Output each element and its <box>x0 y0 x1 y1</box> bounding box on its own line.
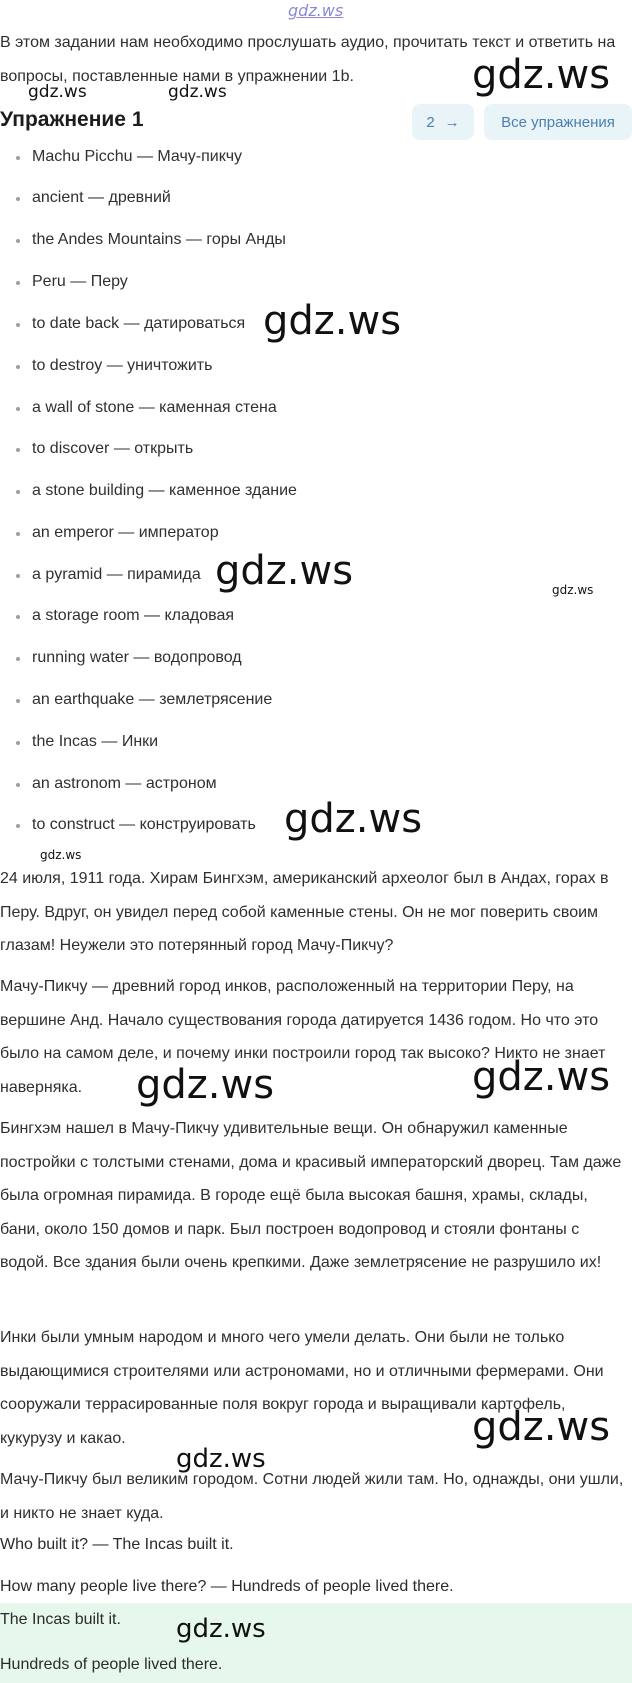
bullet-icon <box>16 532 20 536</box>
bullet-icon <box>16 699 20 703</box>
top-watermark-link[interactable]: gdz.ws <box>288 1 344 20</box>
watermark-text: gdz.ws <box>28 82 87 102</box>
bullet-icon <box>16 490 20 494</box>
watermark-text: gdz.ws <box>168 82 227 102</box>
bullet-icon <box>16 824 20 828</box>
watermark-logo: gdz.ws <box>472 1054 611 1100</box>
bullet-icon <box>16 407 20 411</box>
arrow-right-icon: → <box>444 113 460 131</box>
story-paragraph-3: Бингхэм нашел в Мачу-Пикчу удивительные вещи. Он обнаружил каменные постройки с толстыми стенами, дома и красивый императорский дворец. Там даже была огромная пирамида. В городе ещё была высокая башня, храмы, склады, бани, около 150 домов и парк. Был построен водопровод и стояли фонтаны с водой. Все здания были очень крепкими. Даже землетрясение не разрушило их! <box>0 1120 622 1271</box>
watermark-logo: gdz.ws <box>472 52 611 98</box>
bullet-icon <box>16 615 20 619</box>
bullet-icon <box>16 448 20 452</box>
qa-line-1: Who built it? — The Incas built it. <box>0 1536 234 1553</box>
bullet-icon <box>16 281 20 285</box>
next-exercise-button[interactable] <box>412 104 474 140</box>
qa-line-2: How many people live there? — Hundreds of people lived there. <box>0 1578 454 1595</box>
watermark-logo: gdz.ws <box>263 298 402 344</box>
watermark-text: gdz.ws <box>552 583 594 597</box>
bullet-icon <box>16 365 20 369</box>
watermark-logo: gdz.ws <box>284 796 423 842</box>
all-exercises-button[interactable]: Все упражнения <box>484 104 632 140</box>
bullet-icon <box>16 783 20 787</box>
watermark-text: gdz.ws <box>176 1614 266 1644</box>
bullet-icon <box>16 574 20 578</box>
story-paragraph-4: Инки были умным народом и много чего умели делать. Они были не только выдающимися строителями или астрономами, но и отличными фермерами. Они сооружали террасированные поля вокруг города и выращивали картофель, кукурузу и какао. <box>0 1329 604 1447</box>
exercise-title: Упражнение 1 <box>0 108 144 131</box>
story-paragraph-2: Мачу-Пикчу — древний город инков, расположенный на территории Перу, на вершине Анд. Начало существования города датируется 1436 годом. Но что это было на самом деле, и почему инки построили город так высоко? Никто не знает наверняка. <box>0 978 606 1096</box>
story-paragraph-5: Мачу-Пикчу был великим городом. Сотни людей жили там. Но, однажды, они ушли, и никто не знает куда. <box>0 1471 624 1522</box>
story-paragraph-1: 24 июля, 1911 года. Хирам Бингхэм, американский археолог был в Андах, горах в Перу. Вдруг, он увидел перед собой каменные стены. Он не мог поверить своим глазам! Неужели это потерянный город Мачу-Пикчу? <box>0 870 609 954</box>
bullet-icon <box>16 657 20 661</box>
next-exercise-label: 2 <box>426 113 435 131</box>
bullet-icon <box>16 197 20 201</box>
bullet-icon <box>16 741 20 745</box>
bullet-icon <box>16 323 20 327</box>
watermark-logo: gdz.ws <box>136 1062 275 1108</box>
watermark-text: gdz.ws <box>40 848 82 862</box>
bullet-icon <box>16 239 20 243</box>
watermark-logo: gdz.ws <box>472 1404 611 1450</box>
answer-line-2: Hundreds of people lived there. <box>0 1656 223 1673</box>
answer-line-1: The Incas built it. <box>0 1611 121 1628</box>
watermark-text: gdz.ws <box>176 1444 266 1474</box>
intro-text: В этом задании нам необходимо прослушать аудио, прочитать текст и ответить на вопросы, поставленные нами в упражнении 1b. <box>0 34 616 85</box>
bullet-icon <box>16 156 20 160</box>
watermark-logo: gdz.ws <box>215 548 354 594</box>
